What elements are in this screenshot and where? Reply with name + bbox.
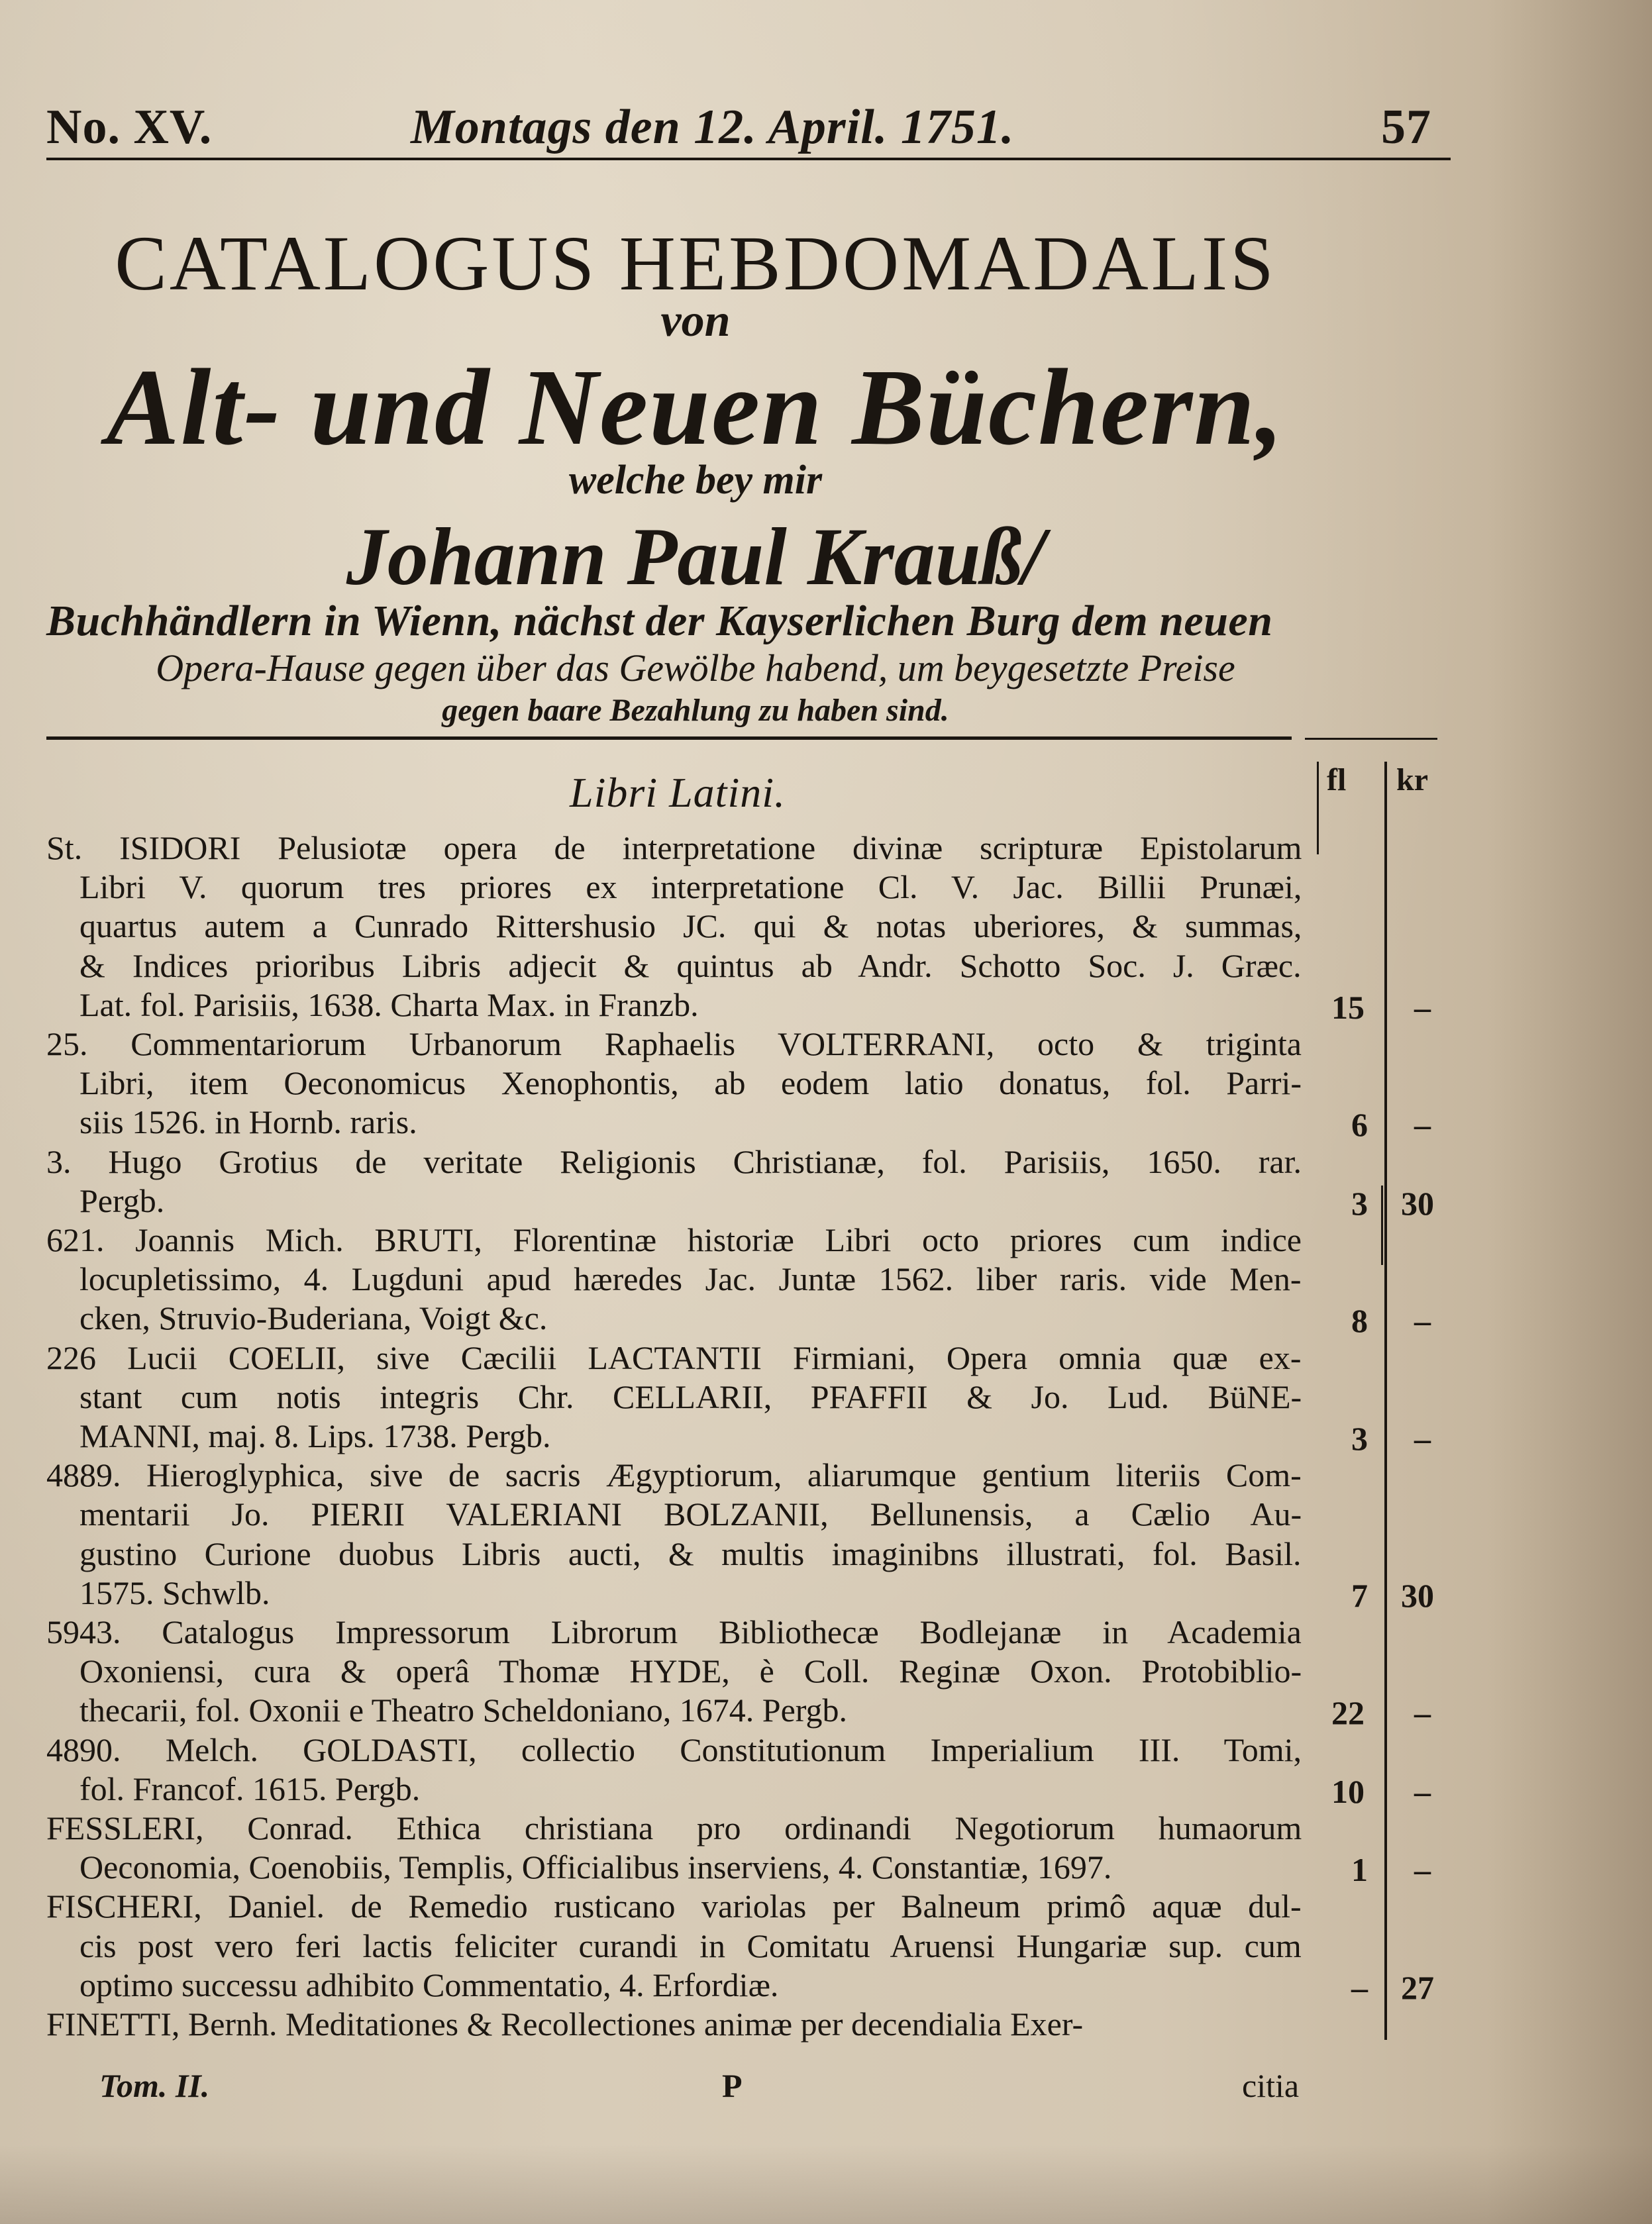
price-florin: 8: [1351, 1302, 1368, 1339]
price-florin: 22: [1331, 1694, 1365, 1731]
entry-line: St. ISIDORI Pelusiotæ opera de interpretatione divinæ scripturæ Epistolarum: [46, 829, 1302, 866]
price-kreuzer: –: [1414, 1773, 1431, 1810]
column-header-kr: kr: [1396, 762, 1428, 797]
entry-line: optimo successu adhibito Commentatio, 4. Erfordiæ.: [79, 1966, 779, 2003]
entry-line: 4889. Hieroglyphica, sive de sacris Ægyptiorum, aliarumque gentium literiis Com-: [46, 1456, 1302, 1493]
title-rule-right: [1305, 738, 1437, 740]
entry-line: MANNI, maj. 8. Lips. 1738. Pergb.: [79, 1417, 551, 1454]
price-kreuzer: 27: [1401, 1969, 1434, 2006]
entry-line: fol. Francof. 1615. Pergb.: [79, 1770, 421, 1807]
entry-line: 4890. Melch. GOLDASTI, collectio Constitutionum Imperialium III. Tomi,: [46, 1731, 1302, 1768]
entry-line: Lat. fol. Parisiis, 1638. Charta Max. in Franzb.: [79, 986, 699, 1023]
entry-line: & Indices prioribus Libris adjecit & quintus ab Andr. Schotto Soc. J. Græc.: [79, 947, 1302, 984]
page-number: 57: [1381, 100, 1431, 154]
entry-line: FISCHERI, Daniel. de Remedio rusticano variolas per Balneum primô aquæ dul-: [46, 1888, 1302, 1925]
entry-line: quartus autem a Cunrado Rittershusio JC. qui & notas uberiores, & summas,: [79, 907, 1302, 944]
entry-line: 226 Lucii COELII, sive Cæcilii LACTANTII Firmiani, Opera omnia quæ ex-: [46, 1339, 1302, 1376]
bookseller-name: Johann Paul Krauß/: [346, 511, 1045, 602]
price-kreuzer: –: [1414, 1851, 1431, 1888]
signature-left: Tom. II.: [99, 2067, 210, 2104]
header-rule: [46, 158, 1451, 160]
shop-description-line-3: gegen baare Bezahlung zu haben sind.: [442, 693, 949, 728]
catalogue-title: CATALOGUS HEBDOMADALIS: [115, 220, 1276, 307]
issue-number: No. XV.: [46, 100, 213, 154]
entry-line: Oeconomia, Coenobiis, Templis, Officialibus inserviens, 4. Constantiæ, 1697.: [79, 1848, 1112, 1886]
entry-line: 1575. Schwlb.: [79, 1574, 270, 1611]
entry-line: Pergb.: [79, 1182, 165, 1219]
column-header-fl: fl: [1327, 762, 1347, 797]
entry-line: thecarii, fol. Oxonii e Theatro Scheldoniano, 1674. Pergb.: [79, 1692, 848, 1729]
section-title: Libri Latini.: [570, 769, 786, 816]
price-column-rule-right: [1384, 762, 1387, 2040]
entry-line: 3. Hugo Grotius de veritate Religionis Christianæ, fol. Parisiis, 1650. rar.: [46, 1143, 1302, 1180]
title-books: Alt- und Neuen Büchern,: [106, 346, 1285, 468]
price-florin: 15: [1331, 989, 1365, 1026]
price-florin: –: [1351, 1969, 1368, 2006]
entry-line: stant cum notis integris Chr. CELLARII, PFAFFII & Jo. Lud. BüNE-: [79, 1378, 1302, 1415]
page-edge-shadow: [1486, 0, 1652, 2224]
entry-line: gustino Curione duobus Libris aucti, & multis imaginibns illustrati, fol. Basil.: [79, 1535, 1302, 1572]
catchword: citia: [1242, 2067, 1300, 2104]
price-florin: 7: [1351, 1577, 1368, 1614]
entry-line: Oxoniensi, cura & operâ Thomæ HYDE, è Coll. Reginæ Oxon. Protobiblio-: [79, 1652, 1302, 1690]
price-kreuzer: 30: [1401, 1185, 1434, 1222]
shop-description-line-2: Opera-Hause gegen über das Gewölbe habend, um beygesetzte Preise: [156, 646, 1235, 689]
title-von: von: [660, 295, 731, 346]
price-florin: 3: [1351, 1185, 1368, 1222]
price-kreuzer: 30: [1401, 1577, 1434, 1614]
price-florin: 6: [1351, 1106, 1368, 1143]
entry-line: 5943. Catalogus Impressorum Librorum Bibliothecæ Bodlejanæ in Academia: [46, 1613, 1302, 1650]
page-bottom-shadow: [0, 2145, 1652, 2224]
entry-line: FESSLERI, Conrad. Ethica christiana pro ordinandi Negotiorum humaorum: [46, 1809, 1302, 1846]
entry-line: locupletissimo, 4. Lugduni apud hæredes Jac. Juntæ 1562. liber raris. vide Men-: [79, 1260, 1302, 1297]
price-florin: 3: [1351, 1420, 1368, 1457]
entry-line: 25. Commentariorum Urbanorum Raphaelis VOLTERRANI, octo & triginta: [46, 1025, 1302, 1062]
signature-mark: P: [722, 2067, 743, 2104]
entry-line: FINETTI, Bernh. Meditationes & Recollectiones animæ per decendialia Exer-: [46, 2005, 1084, 2043]
entry-line: cken, Struvio-Buderiana, Voigt &c.: [79, 1299, 548, 1337]
entry-line: cis post vero feri lactis feliciter curandi in Comitatu Aruensi Hungariæ sup. cum: [79, 1927, 1302, 1964]
price-kreuzer: –: [1414, 989, 1431, 1026]
issue-date: Montags den 12. April. 1751.: [411, 100, 1015, 154]
title-welche: welche bey mir: [568, 458, 823, 503]
price-florin: 10: [1331, 1773, 1365, 1810]
shop-description-line-1: Buchhändlern in Wienn, nächst der Kayserlichen Burg dem neuen: [46, 597, 1273, 645]
price-kreuzer: –: [1414, 1106, 1431, 1143]
entry-line: siis 1526. in Hornb. raris.: [79, 1103, 417, 1140]
entry-line: mentarii Jo. PIERII VALERIANI BOLZANII, Bellunensis, a Cælio Au-: [79, 1495, 1302, 1533]
price-column-rule-left: [1317, 762, 1319, 854]
price-kreuzer: –: [1414, 1420, 1431, 1457]
title-rule: [46, 736, 1292, 740]
entry-line: 621. Joannis Mich. BRUTI, Florentinæ historiæ Libri octo priores cum indice: [46, 1221, 1302, 1258]
entry-line: Libri, item Oeconomicus Xenophontis, ab eodem latio donatus, fol. Parri-: [79, 1064, 1302, 1101]
price-kreuzer: –: [1414, 1694, 1431, 1731]
entry-line: Libri V. quorum tres priores ex interpretatione Cl. V. Jac. Billii Prunæi,: [79, 868, 1302, 905]
price-column-rule-mid: [1381, 1186, 1383, 1265]
price-kreuzer: –: [1414, 1302, 1431, 1339]
price-florin: 1: [1351, 1851, 1368, 1888]
